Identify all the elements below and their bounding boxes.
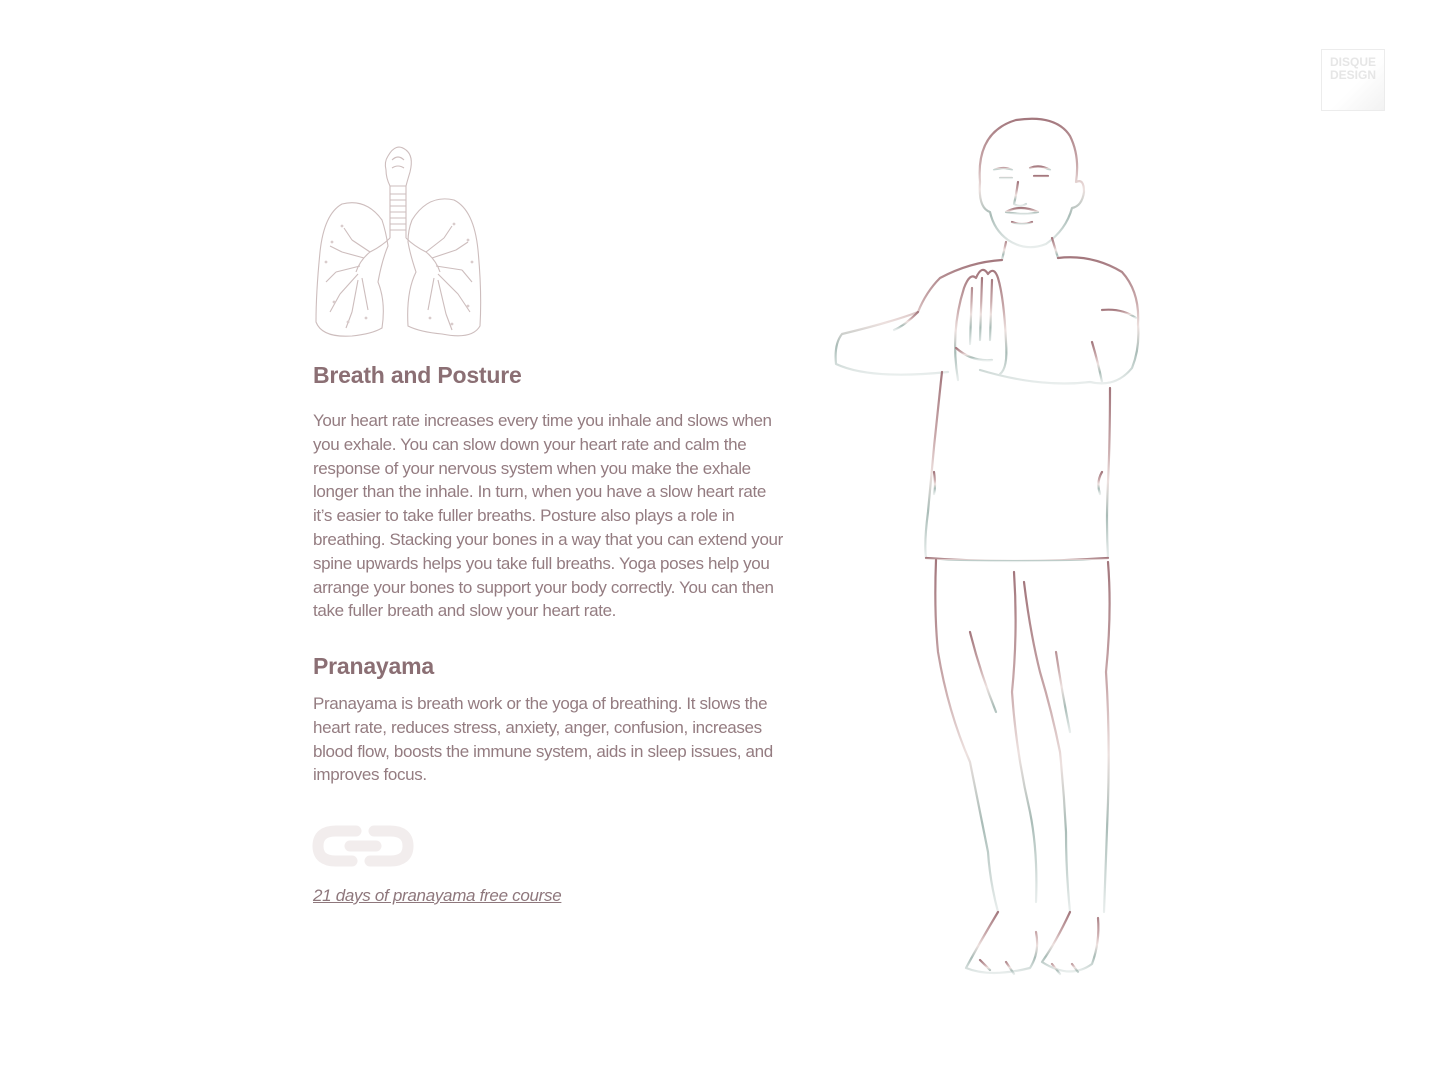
- standing-man-prayer-pose-illustration: [830, 112, 1150, 992]
- section-body-breath-posture: Your heart rate increases every time you inhale and slows when you exhale. You can slow down your heart rate and calm the response of your nervous system when you make the exhale longer than the inhale. In turn, when you have a slow heart rate it’s easier to take fuller breaths. Posture also plays a role in breathing. Stacking your bones in a way that you can extend your spine upwards helps you take full breaths. Yoga poses help you arrange your bones to support your body correctly. You can then take fuller breath and slow your heart rate.: [313, 411, 783, 621]
- link-chain-icon[interactable]: [312, 822, 414, 870]
- brand-logo-line1: DISQUE: [1329, 55, 1376, 69]
- section-title-pranayama: Pranayama: [313, 653, 434, 679]
- lungs-illustration: [312, 142, 484, 342]
- brand-logo[interactable]: [1321, 49, 1385, 111]
- section-title-breath-posture: Breath and Posture: [313, 362, 522, 388]
- brand-logo-line2: DESIGN: [1329, 68, 1376, 82]
- pranayama-course-link[interactable]: 21 days of pranayama free course: [313, 886, 562, 905]
- section-body-pranayama: Pranayama is breath work or the yoga of breathing. It slows the heart rate, reduces stress, anxiety, anger, confusion, increases blood flow, boosts the immune system, aids in sleep issues, and improves focus.: [313, 694, 773, 785]
